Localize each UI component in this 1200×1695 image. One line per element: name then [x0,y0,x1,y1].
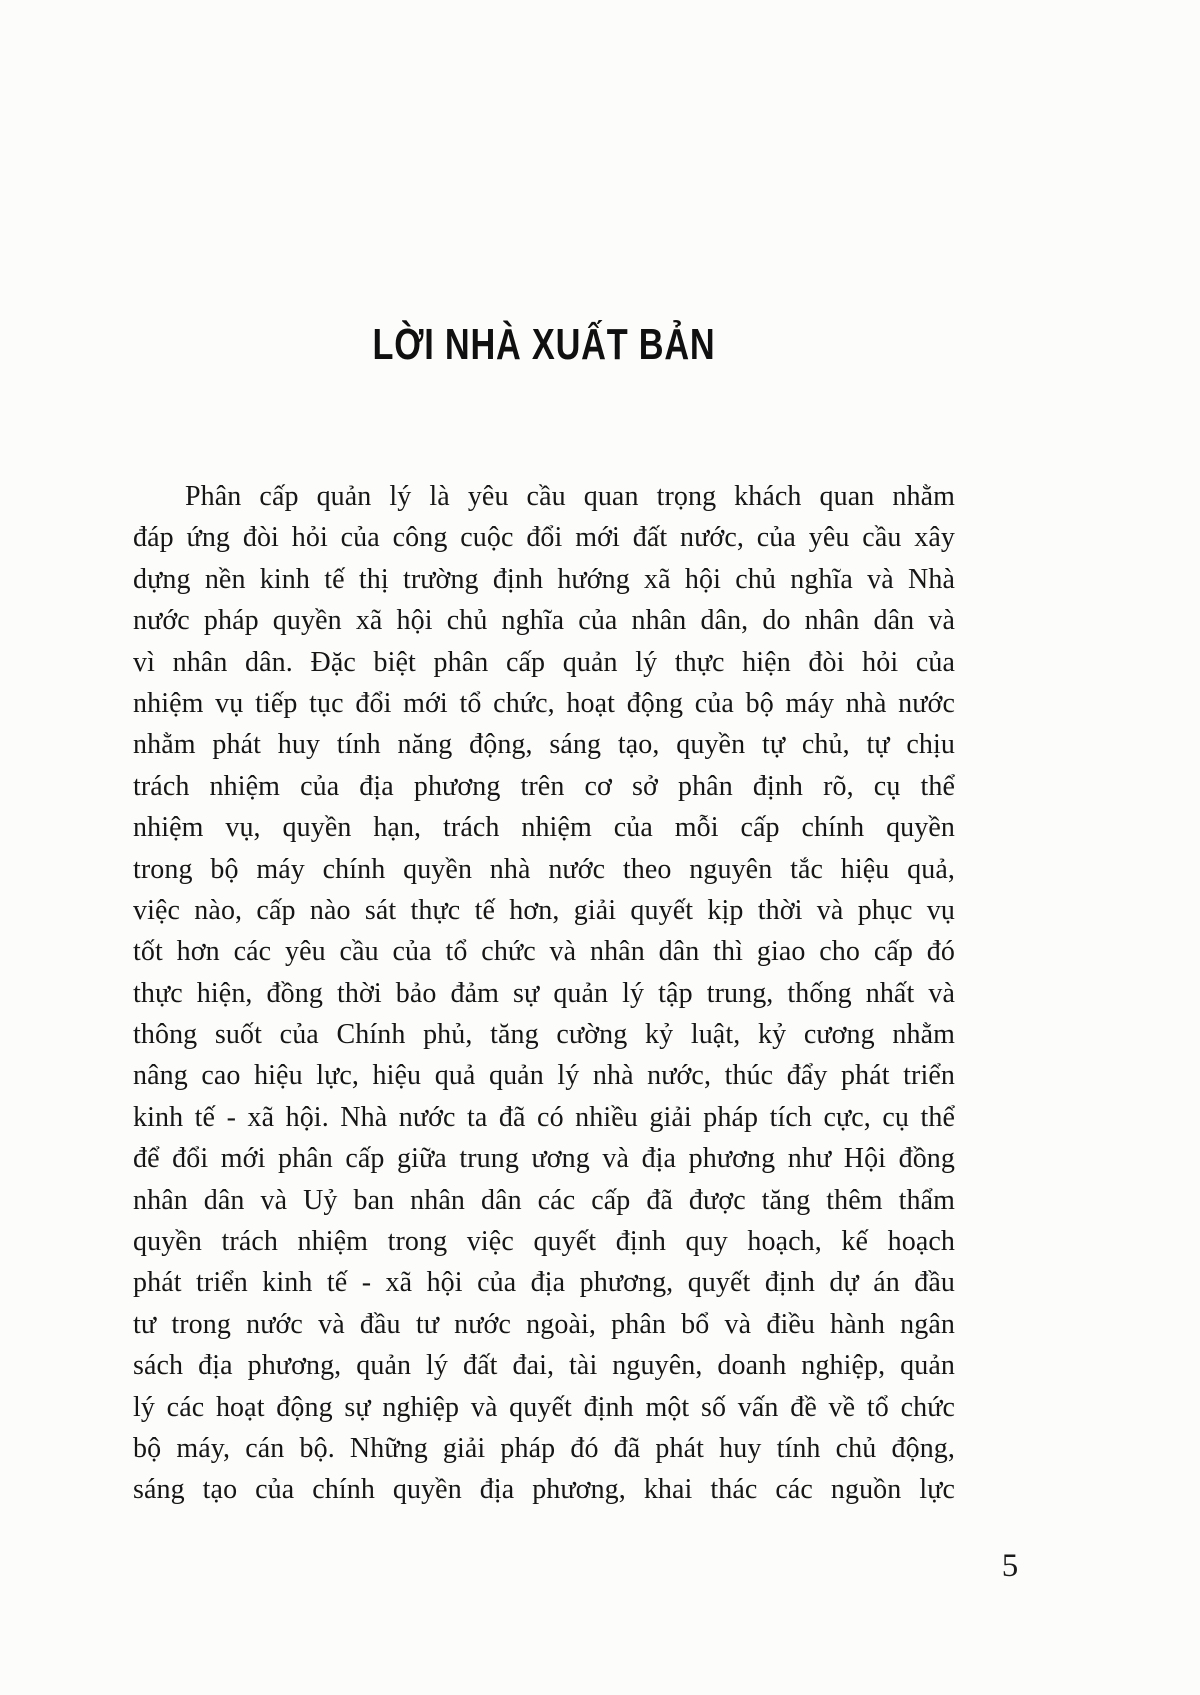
text-line: nhân dân và Uỷ ban nhân dân các cấp đã được tăng thêm thẩm [133,1184,955,1216]
text-line: lý các hoạt động sự nghiệp và quyết định một số vấn đề về tổ chức [133,1391,955,1423]
text-line: trách nhiệm của địa phương trên cơ sở phân định rõ, cụ thể [133,770,955,802]
text-line: tốt hơn các yêu cầu của tổ chức và nhân dân thì giao cho cấp đó [133,936,955,968]
text-line: dựng nền kinh tế thị trường định hướng xã hội chủ nghĩa và Nhà [133,563,955,595]
text-line: để đổi mới phân cấp giữa trung ương và địa phương như Hội đồng [133,1143,955,1175]
text-line: sáng tạo của chính quyền địa phương, khai thác các nguồn lực [133,1474,955,1506]
text-line: việc nào, cấp nào sát thực tế hơn, giải quyết kịp thời và phục vụ [133,894,955,926]
text-line: thông suốt của Chính phủ, tăng cường kỷ luật, kỷ cương nhằm [133,1019,955,1051]
text-line: thực hiện, đồng thời bảo đảm sự quản lý tập trung, thống nhất và [133,977,955,1009]
text-line: nhằm phát huy tính năng động, sáng tạo, quyền tự chủ, tự chịu [133,729,955,761]
text-line: trong bộ máy chính quyền nhà nước theo nguyên tắc hiệu quả, [133,853,955,885]
page-title: LỜI NHÀ XUẤT BẢN [372,320,716,369]
text-line: quyền trách nhiệm trong việc quyết định quy hoạch, kế hoạch [133,1226,955,1258]
text-line: nhiệm vụ tiếp tục đổi mới tổ chức, hoạt động của bộ máy nhà nước [133,687,955,719]
text-line: đáp ứng đòi hỏi của công cuộc đổi mới đất nước, của yêu cầu xây [133,522,955,554]
page-number: 5 [1001,1548,1019,1584]
text-line: tư trong nước và đầu tư nước ngoài, phân bổ và điều hành ngân [133,1308,955,1340]
text-line: vì nhân dân. Đặc biệt phân cấp quản lý thực hiện đòi hỏi của [133,646,955,678]
text-line: kinh tế - xã hội. Nhà nước ta đã có nhiều giải pháp tích cực, cụ thể [133,1101,955,1133]
text-line: Phân cấp quản lý là yêu cầu quan trọng khách quan nhằm [185,481,955,512]
body-paragraph [133,476,955,1511]
text-line: nhiệm vụ, quyền hạn, trách nhiệm của mỗi cấp chính quyền [133,812,955,844]
text-line: nước pháp quyền xã hội chủ nghĩa của nhân dân, do nhân dân và [133,605,955,637]
text-line: sách địa phương, quản lý đất đai, tài nguyên, doanh nghiệp, quản [133,1350,955,1382]
text-line: phát triển kinh tế - xã hội của địa phương, quyết định dự án đầu [133,1267,955,1299]
text-line: bộ máy, cán bộ. Những giải pháp đó đã phát huy tính chủ động, [133,1432,955,1464]
text-line: nâng cao hiệu lực, hiệu quả quản lý nhà nước, thúc đẩy phát triển [133,1060,955,1092]
